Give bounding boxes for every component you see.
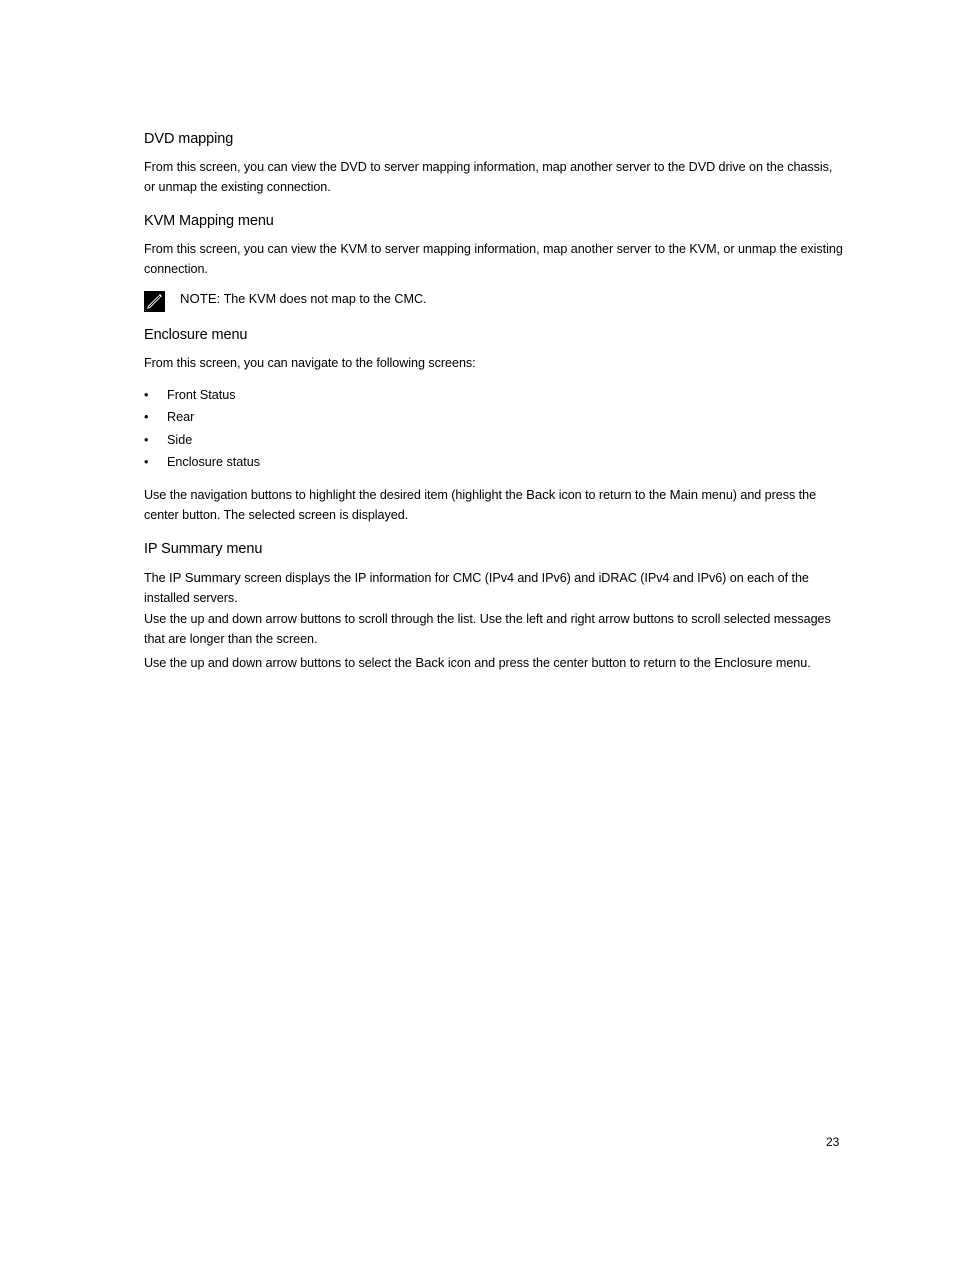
bullet-glyph: • xyxy=(144,455,149,470)
text-run: screen displays the IP information for CMC (IPv4 and IPv6) and iDRAC (IPv4 and IPv6) on each of the installed servers. xyxy=(144,571,809,605)
list-item-label: Front Status xyxy=(167,388,236,402)
list-item xyxy=(144,453,260,475)
note-label: NOTE: xyxy=(180,291,221,306)
text-run: icon and press the center button to return to the xyxy=(444,656,715,670)
section-heading-enclosure: Enclosure menu xyxy=(144,327,248,343)
kvm-mapping-paragraph: From this screen, you can view the KVM to server mapping information, map another server to the KVM, or unmap the existing connection. xyxy=(144,242,843,276)
dvd-mapping-paragraph: From this screen, you can view the DVD to server mapping information, map another server to the DVD drive on the chassis, or unmap the existing connection. xyxy=(144,160,833,194)
list-item xyxy=(144,431,260,453)
bullet-glyph: • xyxy=(144,432,149,447)
ui-term-back: Back xyxy=(415,655,445,670)
list-item xyxy=(144,408,260,430)
text-run: icon to return to the xyxy=(555,488,670,502)
text-run: Use the up and down arrow buttons to select the xyxy=(144,656,416,670)
pencil-note-icon xyxy=(144,291,165,312)
ui-term-main: Main xyxy=(669,487,699,502)
ip-summary-paragraph-2: Use the up and down arrow buttons to scroll through the list. Use the left and right arrow buttons to scroll selected messages that are longer than the screen. xyxy=(144,612,831,646)
list-item-label: Side xyxy=(167,432,193,447)
ip-summary-paragraph-1 xyxy=(144,568,844,608)
note-callout xyxy=(144,289,844,313)
list-item-label: Rear xyxy=(167,410,195,425)
list-item xyxy=(144,386,260,408)
text-run: menu) and press the center button. The selected screen is displayed. xyxy=(144,488,817,522)
section-heading-dvd-mapping: DVD mapping xyxy=(144,131,234,147)
enclosure-screen-list xyxy=(144,386,260,476)
ui-term-ip-summary: IP Summary xyxy=(169,570,241,585)
text-run: menu. xyxy=(772,656,811,670)
note-text xyxy=(180,289,427,309)
page-number: 23 xyxy=(826,1135,840,1149)
text-run: The xyxy=(144,571,169,585)
section-heading-ip-summary: IP Summary menu xyxy=(144,541,263,557)
text-run: Use the navigation buttons to highlight the desired item (highlight the xyxy=(144,488,527,502)
list-item-label: Enclosure status xyxy=(167,455,261,470)
section-heading-kvm-mapping: KVM Mapping menu xyxy=(144,213,274,229)
enclosure-navigation-paragraph xyxy=(144,485,844,525)
enclosure-intro: From this screen, you can navigate to the following screens: xyxy=(144,356,476,370)
ui-term-back: Back xyxy=(526,487,556,502)
bullet-glyph: • xyxy=(144,388,149,402)
note-body: The KVM does not map to the CMC. xyxy=(220,292,427,306)
bullet-glyph: • xyxy=(144,410,149,425)
ip-summary-paragraph-3 xyxy=(144,653,864,674)
ui-term-enclosure: Enclosure xyxy=(714,655,773,670)
